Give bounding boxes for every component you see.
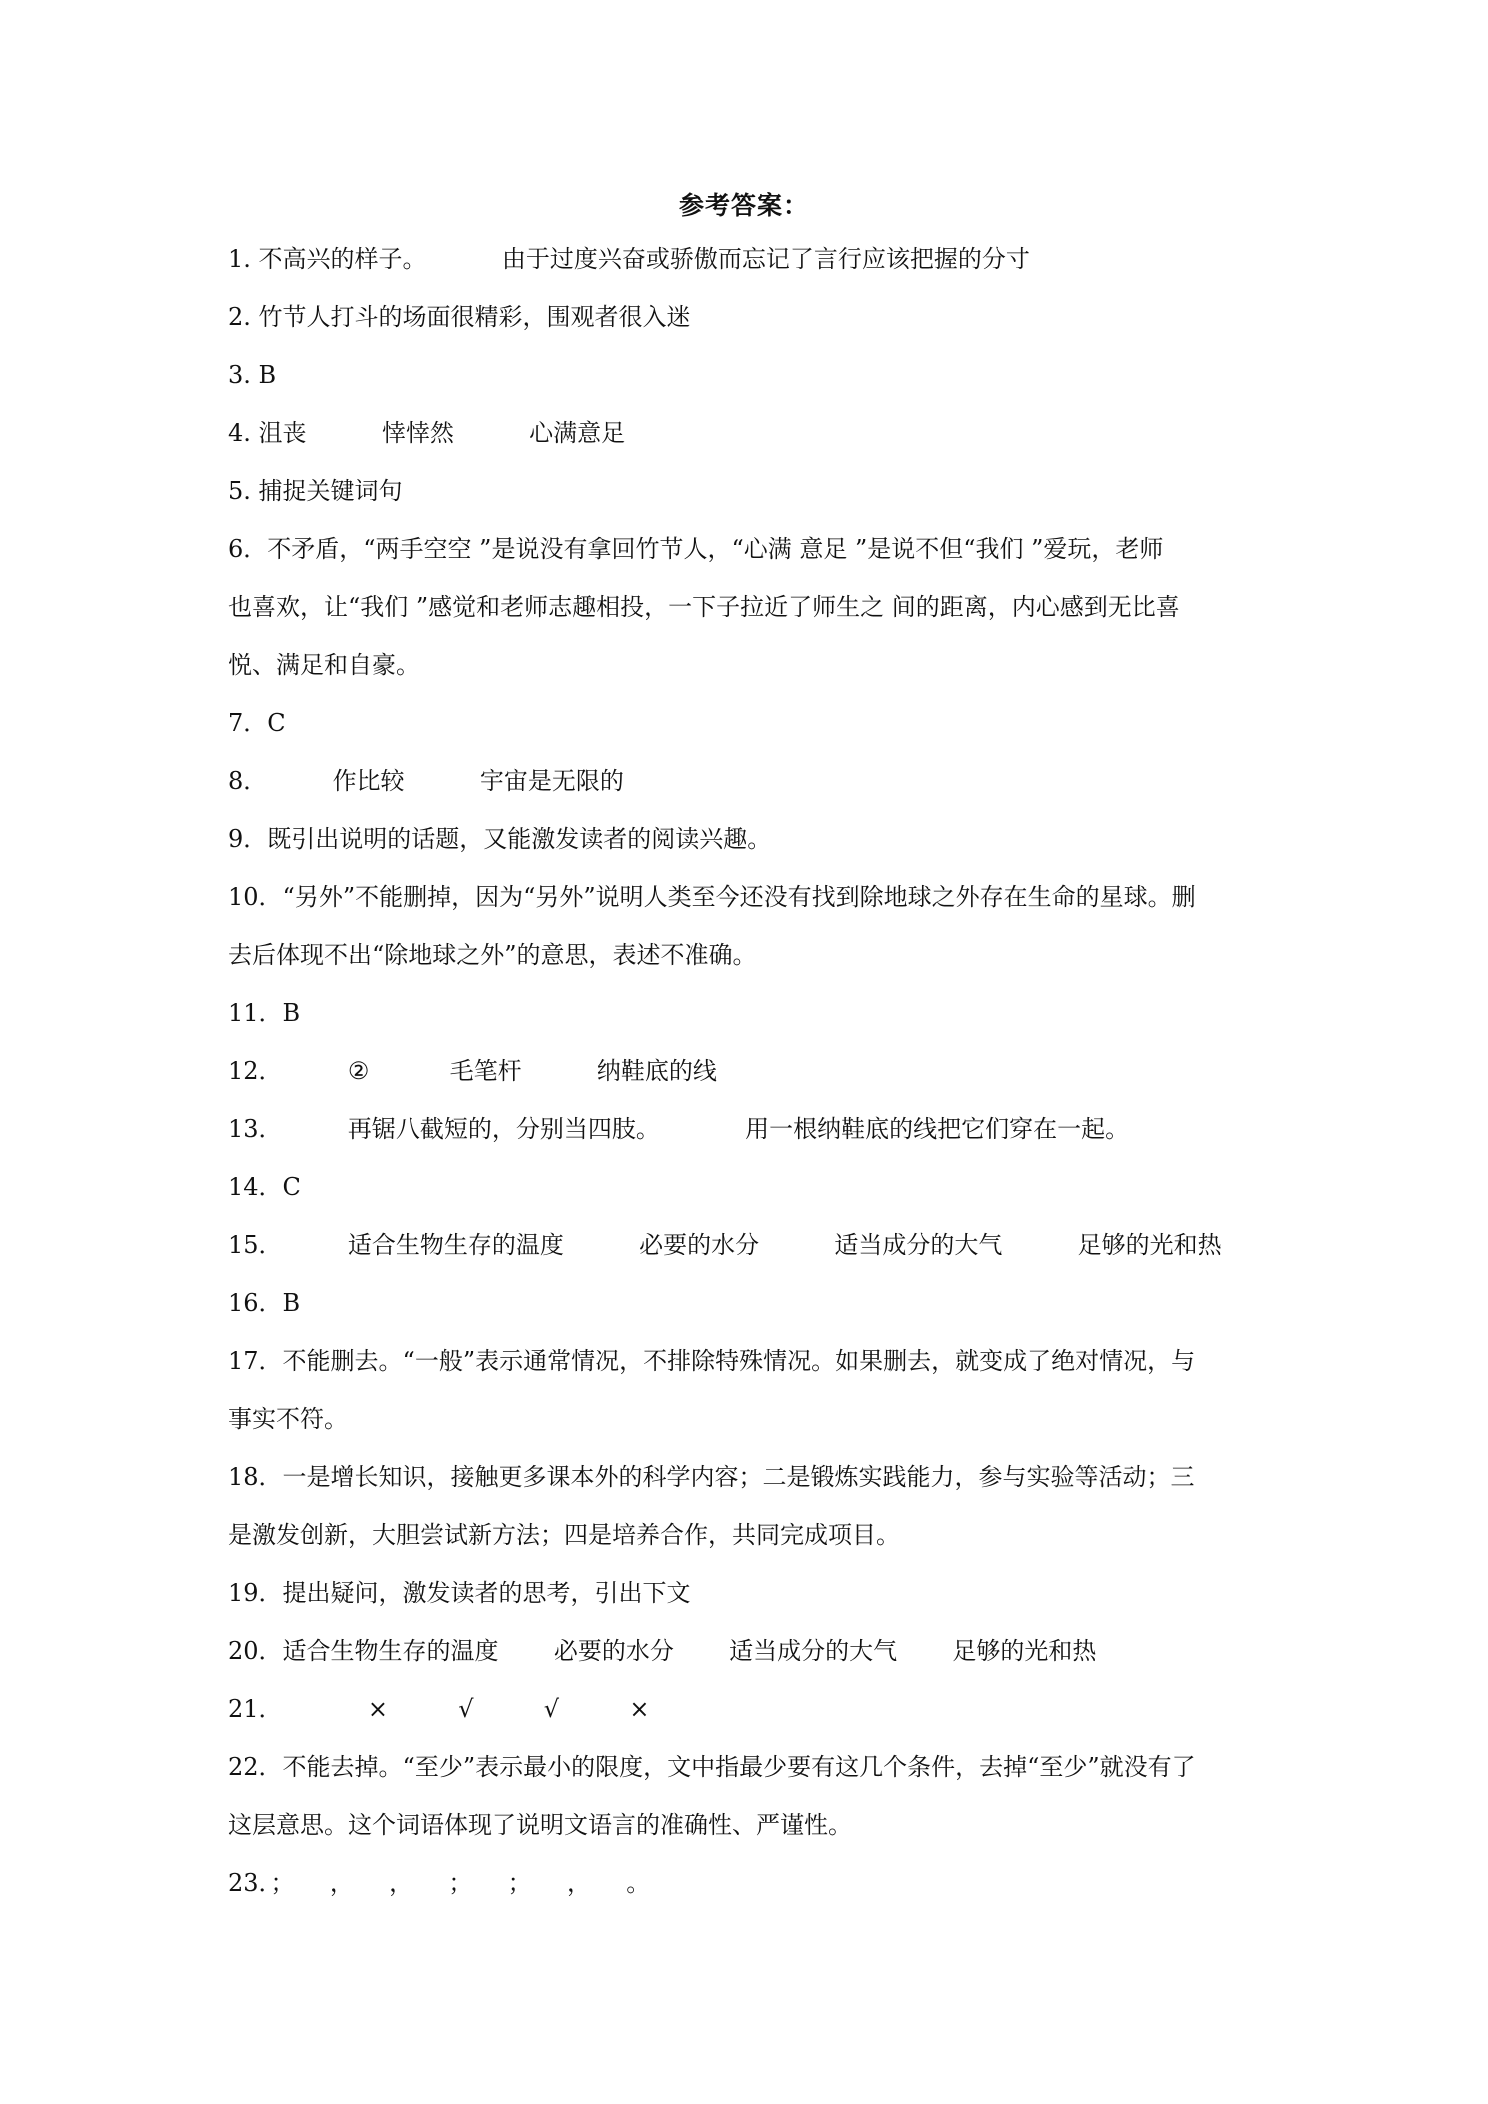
answer-text: √ [458,1695,474,1723]
answer-text: ， [389,1869,414,1897]
answer-number: 20． [228,1637,283,1665]
answer-text: 一是增长知识，接触更多课本外的科学内容；二是锻炼实践能力，参与实验等活动；三 [282,1463,1195,1491]
answer-6-cont [228,636,1268,694]
answer-text: 不能删去。“一般”表示通常情况，不排除特殊情况。如果删去，就变成了绝对情况，与 [282,1347,1196,1375]
answer-text: 。 [626,1869,651,1897]
answer-text: 去后体现不出“除地球之外”的意思，表述不准确。 [228,941,757,969]
answer-text: 足够的光和热 [1077,1231,1222,1259]
answer-text: 毛笔杆 [449,1057,522,1085]
answer-18-cont [228,1506,1268,1564]
answer-6 [228,520,1268,578]
answer-4 [228,404,1268,462]
answer-text: B [282,1289,301,1317]
answer-number: 10． [228,883,283,911]
answer-list [228,230,1268,1912]
answer-8 [228,752,1268,810]
answer-7 [228,694,1268,752]
answer-22-cont [228,1796,1268,1854]
answer-text: C [267,709,286,737]
answer-19 [228,1564,1268,1622]
answer-3 [228,346,1268,404]
answer-text: × [367,1695,388,1723]
answer-text: B [282,999,301,1027]
answer-text: × [629,1695,650,1723]
answer-text: 适当成分的大气 [834,1231,1003,1259]
answer-text: 竹节人打斗的场面很精彩，围观者很入迷 [258,303,691,331]
answer-text: 足够的光和热 [952,1637,1097,1665]
answer-number: 5. [228,477,251,505]
answer-text: ； [448,1869,473,1897]
answer-text: 宇宙是无限的 [479,767,624,795]
answer-text: 也喜欢，让“我们 ”感觉和老师志趣相投，一下子拉近了师生之 间的距离，内心感到无比喜 [228,593,1180,621]
answer-20 [228,1622,1268,1680]
answer-11 [228,984,1268,1042]
answer-text: ， [329,1869,354,1897]
answer-text: 适合生物生存的温度 [282,1637,499,1665]
answer-text: ， [566,1869,591,1897]
answer-6-cont [228,578,1268,636]
answer-number: 2. [228,303,251,331]
answer-text: 不能去掉。“至少”表示最小的限度，文中指最少要有这几个条件，去掉“至少”就没有了 [282,1753,1196,1781]
answer-number: 7． [228,709,268,737]
answer-number: 18． [228,1463,283,1491]
answer-text: 再锯八截短的，分别当四肢。 [347,1115,660,1143]
answer-17-cont [228,1390,1268,1448]
answer-number: 19． [228,1579,283,1607]
answer-text: “另外”不能删掉，因为“另外”说明人类至今还没有找到除地球之外存在生命的星球。删 [282,883,1196,911]
answer-text: 适合生物生存的温度 [347,1231,564,1259]
answer-text: 既引出说明的话题，又能激发读者的阅读兴趣。 [267,825,772,853]
answer-number: 8． [228,767,268,795]
answer-10 [228,868,1268,926]
answer-text: ② [347,1057,370,1085]
answer-number: 9． [228,825,268,853]
answer-5 [228,462,1268,520]
answer-text: 必要的水分 [553,1637,674,1665]
answer-number: 17． [228,1347,283,1375]
answer-12 [228,1042,1268,1100]
answer-22 [228,1738,1268,1796]
answer-number: 21． [228,1695,283,1723]
answer-17 [228,1332,1268,1390]
answer-text: 作比较 [332,767,405,795]
answer-16 [228,1274,1268,1332]
answer-text: 必要的水分 [639,1231,760,1259]
answer-text: ； [270,1869,295,1897]
answer-number: 14． [228,1173,283,1201]
answer-text: 捕捉关键词句 [258,477,403,505]
answer-number: 4. [228,419,251,447]
answer-number: 3. [228,361,251,389]
answer-2 [228,288,1268,346]
answer-14 [228,1158,1268,1216]
answer-number: 1. [228,245,251,273]
answer-text: 沮丧 [258,419,307,447]
answer-text: 心满意足 [529,419,626,447]
answer-text: 不矛盾，“两手空空 ”是说没有拿回竹节人，“心满 意足 ”是说不但“我们 ”爱玩，老师 [267,535,1164,563]
page-title: 参考答案： [678,191,809,220]
answer-text: 悻悻然 [381,419,454,447]
answer-text: 由于过度兴奋或骄傲而忘记了言行应该把握的分寸 [501,245,1030,273]
answer-text: 悦、满足和自豪。 [228,651,420,679]
answer-number: 12． [228,1057,283,1085]
answer-number: 23． [228,1869,271,1897]
answer-21 [228,1680,1268,1738]
answer-23 [228,1854,1268,1912]
answer-9 [228,810,1268,868]
answer-text: 事实不符。 [228,1405,348,1433]
answer-text: ； [507,1869,532,1897]
answer-text: 提出疑问，激发读者的思考，引出下文 [282,1579,691,1607]
answer-number: 22． [228,1753,283,1781]
answer-number: 15． [228,1231,283,1259]
answer-number: 16． [228,1289,283,1317]
answer-text: 是激发创新，大胆尝试新方法；四是培养合作，共同完成项目。 [228,1521,900,1549]
answer-15 [228,1216,1268,1274]
answer-text: B [258,361,277,389]
answer-number: 13． [228,1115,283,1143]
answer-18 [228,1448,1268,1506]
answer-text: 用一根纳鞋底的线把它们穿在一起。 [745,1115,1130,1143]
answer-number: 11． [228,999,283,1027]
answer-text: 这层意思。这个词语体现了说明文语言的准确性、严谨性。 [228,1811,852,1839]
answer-number: 6． [228,535,268,563]
answer-text: C [282,1173,301,1201]
answer-text: 适当成分的大气 [729,1637,898,1665]
answer-10-cont [228,926,1268,984]
answer-1 [228,230,1268,288]
answer-text: 不高兴的样子。 [258,245,427,273]
answer-text: 纳鞋底的线 [596,1057,717,1085]
answer-text: √ [543,1695,560,1723]
answer-13 [228,1100,1268,1158]
